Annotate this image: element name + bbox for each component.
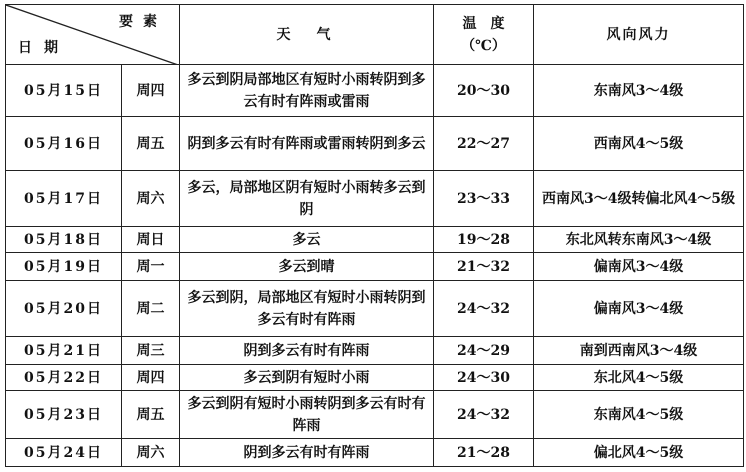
temperature-cell: 24～30 (434, 365, 534, 391)
wind-cell: 偏北风4～5级 (534, 439, 744, 467)
date-cell: 05月24日 (6, 439, 122, 467)
wind-cell: 偏南风3～4级 (534, 281, 744, 337)
corner-header-cell (6, 5, 180, 65)
table-row (6, 65, 744, 117)
corner-label-elements: 要素 (119, 14, 167, 30)
weekday-cell: 周二 (122, 281, 180, 337)
date-cell: 05月19日 (6, 253, 122, 281)
temperature-cell: 20～30 (434, 65, 534, 117)
weather-cell: 阴到多云有时有阵雨 (180, 439, 434, 467)
weather-cell: 多云到晴 (180, 253, 434, 281)
wind-cell: 西南风4～5级 (534, 117, 744, 171)
weekday-cell: 周四 (122, 365, 180, 391)
date-cell: 05月17日 (6, 171, 122, 227)
header-temperature (434, 5, 534, 65)
wind-cell: 西南风3～4级转偏北风4～5级 (534, 171, 744, 227)
weather-cell: 多云到阴有短时小雨转阴到多云有时有阵雨 (180, 391, 434, 439)
temperature-cell: 24～29 (434, 337, 534, 365)
temperature-cell: 21～28 (434, 439, 534, 467)
temperature-cell: 24～32 (434, 281, 534, 337)
weather-cell: 阴到多云有时有阵雨或雷雨转阴到多云 (180, 117, 434, 171)
date-cell: 05月20日 (6, 281, 122, 337)
table-row (6, 439, 744, 467)
temperature-cell: 23～33 (434, 171, 534, 227)
weather-cell: 多云，局部地区阴有短时小雨转多云到阴 (180, 171, 434, 227)
weekday-cell: 周四 (122, 65, 180, 117)
wind-cell: 偏南风3～4级 (534, 253, 744, 281)
temperature-cell: 19～28 (434, 227, 534, 253)
weekday-cell: 周一 (122, 253, 180, 281)
weather-cell: 多云到阴有短时小雨 (180, 365, 434, 391)
table-row (6, 365, 744, 391)
table-row (6, 117, 744, 171)
header-temperature-label: 温 度 (462, 15, 505, 32)
date-cell: 05月21日 (6, 337, 122, 365)
weekday-cell: 周六 (122, 439, 180, 467)
date-cell: 05月23日 (6, 391, 122, 439)
date-cell: 05月16日 (6, 117, 122, 171)
table-row (6, 253, 744, 281)
table-row (6, 281, 744, 337)
header-temperature-unit: （℃） (461, 37, 506, 54)
weekday-cell: 周三 (122, 337, 180, 365)
table-row (6, 227, 744, 253)
header-weather: 天 气 (180, 5, 434, 65)
table-row (6, 171, 744, 227)
date-cell: 05月22日 (6, 365, 122, 391)
header-row (6, 5, 744, 65)
wind-cell: 东北风转东南风3～4级 (534, 227, 744, 253)
wind-cell: 东北风4～5级 (534, 365, 744, 391)
weather-cell: 多云到阴局部地区有短时小雨转阴到多云有时有阵雨或雷雨 (180, 65, 434, 117)
weather-cell: 阴到多云有时有阵雨 (180, 337, 434, 365)
weekday-cell: 周五 (122, 391, 180, 439)
temperature-cell: 21～32 (434, 253, 534, 281)
weekday-cell: 周五 (122, 117, 180, 171)
table-row (6, 337, 744, 365)
table-row (6, 391, 744, 439)
wind-cell: 东南风3～4级 (534, 65, 744, 117)
weekday-cell: 周六 (122, 171, 180, 227)
weekday-cell: 周日 (122, 227, 180, 253)
corner-label-date: 日期 (18, 40, 70, 56)
date-cell: 05月15日 (6, 65, 122, 117)
weather-forecast-table (5, 4, 744, 467)
temperature-cell: 24～32 (434, 391, 534, 439)
weather-cell: 多云 (180, 227, 434, 253)
wind-cell: 南到西南风3～4级 (534, 337, 744, 365)
wind-cell: 东南风4～5级 (534, 391, 744, 439)
temperature-cell: 22～27 (434, 117, 534, 171)
date-cell: 05月18日 (6, 227, 122, 253)
weather-cell: 多云到阴，局部地区有短时小雨转阴到多云有时有阵雨 (180, 281, 434, 337)
header-wind: 风向风力 (534, 5, 744, 65)
